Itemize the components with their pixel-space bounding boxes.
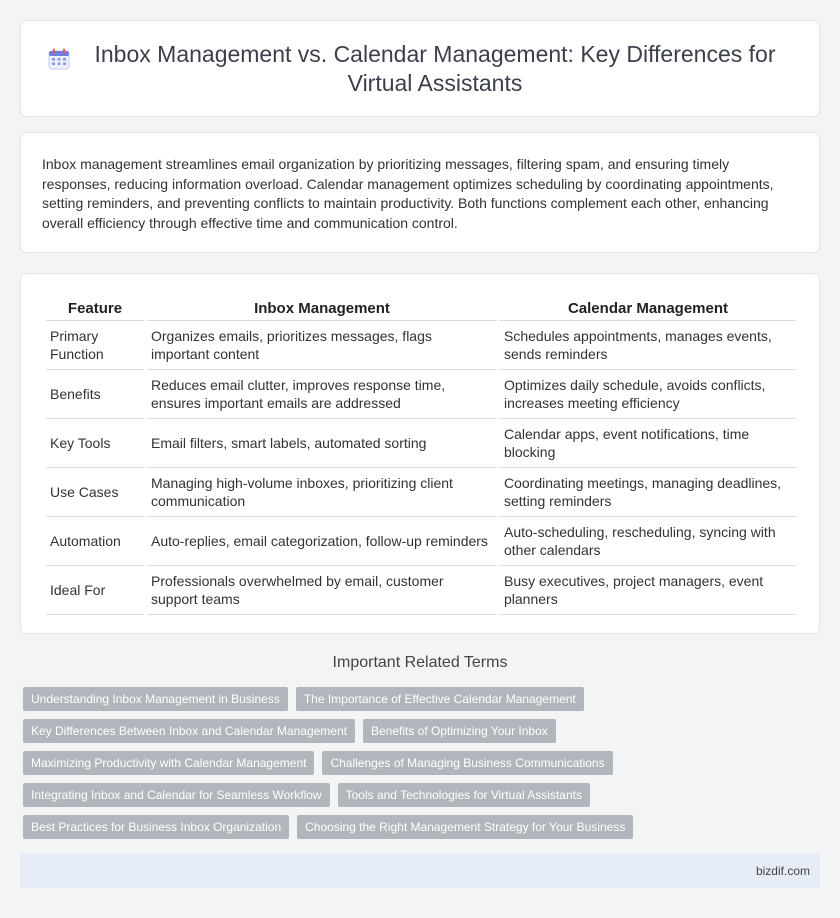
calendar-cell: Auto-scheduling, rescheduling, syncing with other calendars (500, 517, 796, 566)
header-card (20, 20, 820, 117)
feature-cell: Primary Function (46, 321, 144, 370)
page-title: Inbox Management vs. Calendar Management: Key Differences for Virtual Assistants (94, 40, 776, 96)
feature-cell: Use Cases (46, 468, 144, 517)
inbox-cell: Professionals overwhelmed by email, customer support teams (147, 566, 497, 615)
tag-row (23, 815, 626, 839)
feature-cell: Ideal For (46, 566, 144, 615)
feature-cell: Automation (46, 517, 144, 566)
related-terms-title: Important Related Terms (332, 654, 508, 671)
table-row (46, 566, 796, 615)
inbox-cell: Organizes emails, prioritizes messages, flags important content (147, 321, 497, 370)
tag-row (23, 687, 623, 711)
comparison-table (43, 297, 799, 615)
calendar-cell: Optimizes daily schedule, avoids conflicts, increases meeting efficiency (500, 370, 796, 419)
related-term-link[interactable]: Tools and Technologies for Virtual Assistants (338, 783, 590, 807)
calendar-cell: Schedules appointments, manages events, sends reminders (500, 321, 796, 370)
calendar-cell: Busy executives, project managers, event planners (500, 566, 796, 615)
header-inbox-management: Inbox Management (147, 297, 497, 321)
table-row (46, 419, 796, 468)
table-header-row (46, 297, 796, 321)
intro-card (20, 132, 820, 253)
related-term-link[interactable]: Best Practices for Business Inbox Organization (23, 815, 289, 839)
tag-row (23, 783, 623, 807)
related-term-link[interactable]: Choosing the Right Management Strategy for Your Business (297, 815, 633, 839)
related-term-link[interactable]: Benefits of Optimizing Your Inbox (363, 719, 556, 743)
table-row (46, 370, 796, 419)
related-term-link[interactable]: Key Differences Between Inbox and Calendar Management (23, 719, 355, 743)
tag-row (23, 719, 623, 743)
inbox-cell: Reduces email clutter, improves response time, ensures important emails are addressed (147, 370, 497, 419)
related-term-link[interactable]: Challenges of Managing Business Communications (322, 751, 612, 775)
header-calendar-management: Calendar Management (500, 297, 796, 321)
related-term-link[interactable]: The Importance of Effective Calendar Management (296, 687, 584, 711)
feature-cell: Benefits (46, 370, 144, 419)
inbox-cell: Auto-replies, email categorization, follow-up reminders (147, 517, 497, 566)
footer (20, 854, 820, 888)
footer-site-link[interactable]: bizdif.com (755, 864, 810, 878)
tag-row (23, 751, 623, 775)
table-row (46, 321, 796, 370)
intro-paragraph: Inbox management streamlines email organization by prioritizing messages, filtering spam, and ensuring timely responses, reducing information overload. Calendar management optimizes scheduling by coordinating appointments, setting reminders, and preventing conflicts to maintain productivity. Both functions complement each other, enhancing overall efficiency through effective time and communication control. (42, 156, 774, 231)
related-term-link[interactable]: Maximizing Productivity with Calendar Management (23, 751, 314, 775)
calendar-cell: Calendar apps, event notifications, time blocking (500, 419, 796, 468)
related-terms-list (23, 687, 626, 847)
header-feature: Feature (46, 297, 144, 321)
calendar-cell: Coordinating meetings, managing deadlines, setting reminders (500, 468, 796, 517)
inbox-cell: Email filters, smart labels, automated sorting (147, 419, 497, 468)
feature-cell: Key Tools (46, 419, 144, 468)
related-term-link[interactable]: Understanding Inbox Management in Business (23, 687, 288, 711)
table-row (46, 517, 796, 566)
related-term-link[interactable]: Integrating Inbox and Calendar for Seamless Workflow (23, 783, 330, 807)
comparison-table-card (20, 273, 820, 634)
table-row (46, 468, 796, 517)
inbox-cell: Managing high-volume inboxes, prioritizing client communication (147, 468, 497, 517)
